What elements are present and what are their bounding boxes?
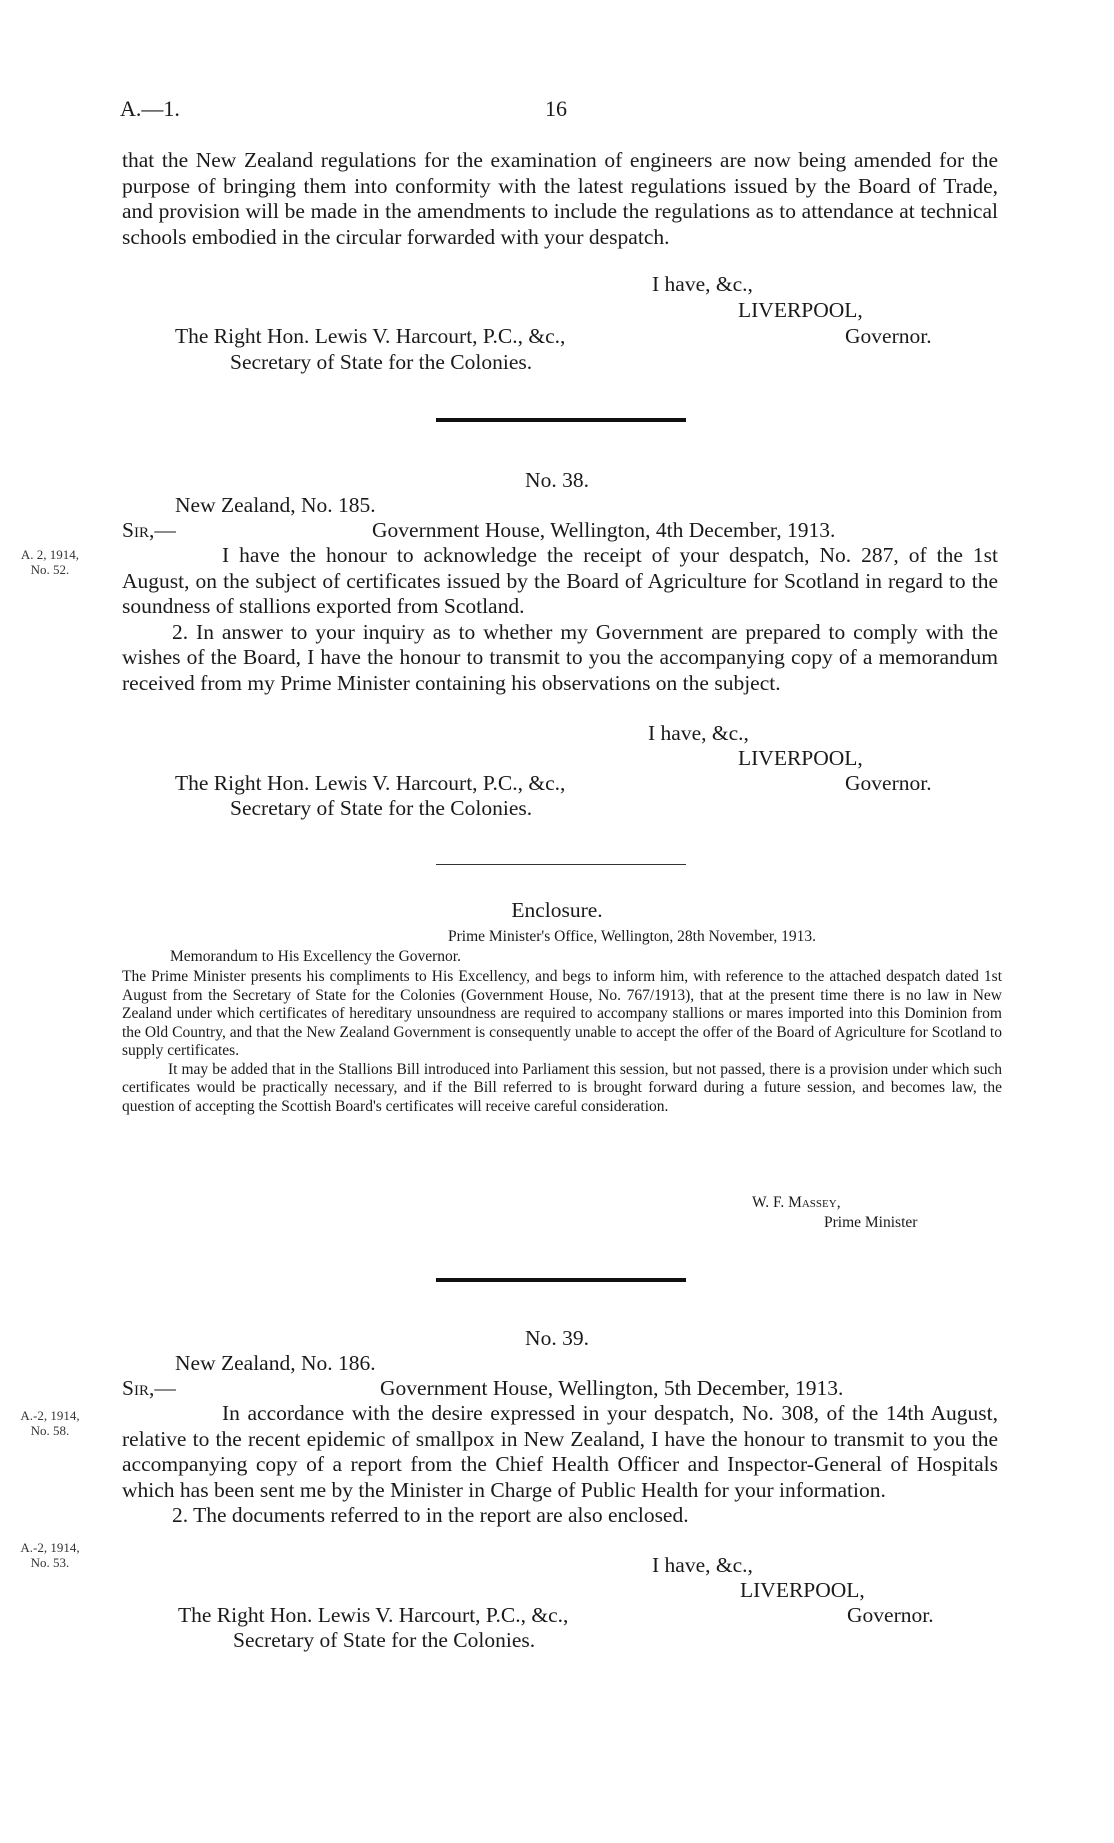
despatch-number: No. 39. <box>525 1326 589 1350</box>
letter-body <box>122 543 998 696</box>
signature: LIVERPOOL, <box>740 1578 865 1602</box>
signature: LIVERPOOL, <box>738 298 863 322</box>
closing: I have, &c., <box>652 1553 753 1577</box>
despatch-number: No. 38. <box>525 468 589 492</box>
enclosure-body <box>122 968 1002 1116</box>
margin-note-line: No. 58. <box>30 1423 70 1438</box>
enclosure-paragraph: It may be added that in the Stallions Bill introduced into Parliament this session, but not passed, there is a provision under which such certificates would be practically necessary, and if the Bill referred to is brought forward during a future session, and becomes law, the question of accepting the Scottish Board's certificates will receive careful consideration. <box>122 1060 1002 1115</box>
paragraph: 2. In answer to your inquiry as to whether my Government are prepared to comply with the wishes of the Board, I have the honour to transmit to you the accompanying copy of a memorandum received from my Prime Minister containing his observations on the subject. <box>122 619 998 695</box>
place-date: Government House, Wellington, 4th December, 1913. <box>372 518 836 542</box>
continuation-paragraph <box>122 148 998 250</box>
addressee-line2: Secretary of State for the Colonies. <box>230 350 533 374</box>
closing: I have, &c., <box>648 721 749 745</box>
paragraph: In accordance with the desire expressed in your despatch, No. 308, of the 14th August, relative to the recent epidemic of smallpox in New Zealand, I have the honour to transmit to you the accompanying copy of a report from the Chief Health Officer and Inspector-General of Hospitals which has been sent me by the Minister in Charge of Public Health for your information. <box>122 1401 998 1502</box>
margin-note <box>10 1408 90 1438</box>
letter-body <box>122 1401 998 1529</box>
section-rule <box>436 418 686 422</box>
addressee-line2: Secretary of State for the Colonies. <box>233 1628 536 1652</box>
addressee-line1: The Right Hon. Lewis V. Harcourt, P.C., &c., <box>175 324 566 348</box>
margin-note-line: A.-2, 1914, <box>20 1408 80 1423</box>
signature-title: Governor. <box>845 324 932 348</box>
despatch-ref: New Zealand, No. 185. <box>175 493 376 517</box>
place-date: Government House, Wellington, 5th December, 1913. <box>380 1376 844 1400</box>
section-rule <box>436 1278 686 1282</box>
signature: LIVERPOOL, <box>738 746 863 770</box>
enclosure-signer: W. F. Massey, <box>752 1194 841 1211</box>
addressee-line1: The Right Hon. Lewis V. Harcourt, P.C., &c., <box>175 771 566 795</box>
paragraph: 2. The documents referred to in the report are also enclosed. <box>172 1503 689 1527</box>
margin-note-line: A. 2, 1914, <box>20 547 80 562</box>
margin-note-line: No. 52. <box>30 562 70 577</box>
paragraph: I have the honour to acknowledge the receipt of your despatch, No. 287, of the 1st August, on the subject of certificates issued by the Board of Agriculture for Scotland in regard to the soundness of stallions exported from Scotland. <box>122 543 998 618</box>
margin-note-line: No. 53. <box>30 1555 70 1570</box>
enclosure-paragraph: The Prime Minister presents his compliments to His Excellency, and begs to inform him, with reference to the attached despatch dated 1st August from the Secretary of State for the Colonies (Government House, No. 767/1913), that at the present time there is no law in New Zealand under which certificates of hereditary unsoundness are required to accompany stallions or mares imported into this Dominion from the Old Country, and that the New Zealand Government is consequently unable to accept the offer of the Board of Agriculture for Scotland to supply certificates. <box>122 968 1002 1059</box>
despatch-ref: New Zealand, No. 186. <box>175 1351 376 1375</box>
enclosure-place-date: Prime Minister's Office, Wellington, 28th November, 1913. <box>448 928 816 945</box>
enclosure-heading: Enclosure. <box>511 898 603 922</box>
margin-note <box>10 547 90 577</box>
divider <box>436 864 686 865</box>
signature-title: Governor. <box>845 771 932 795</box>
header-section-label: A.—1. <box>120 96 180 121</box>
margin-note <box>10 1540 90 1570</box>
page-number: 16 <box>545 96 567 121</box>
margin-note-line: A.-2, 1914, <box>20 1540 80 1555</box>
memo-to: Memorandum to His Excellency the Governor. <box>170 948 461 965</box>
continuation-text: that the New Zealand regulations for the examination of engineers are now being amended for the purpose of bringing them into conformity with the latest regulations issued by the Board of Trade, and provision will be made in the amendments to include the regulations as to attendance at technical schools embodied in the circular forwarded with your despatch. <box>122 148 998 249</box>
addressee-line2: Secretary of State for the Colonies. <box>230 796 533 820</box>
salutation: Sir,— <box>122 1376 176 1400</box>
addressee-line1: The Right Hon. Lewis V. Harcourt, P.C., &c., <box>178 1603 569 1627</box>
enclosure-signer-title: Prime Minister <box>824 1214 918 1231</box>
signature-title: Governor. <box>847 1603 934 1627</box>
closing: I have, &c., <box>652 272 753 296</box>
salutation: Sir,— <box>122 518 176 542</box>
